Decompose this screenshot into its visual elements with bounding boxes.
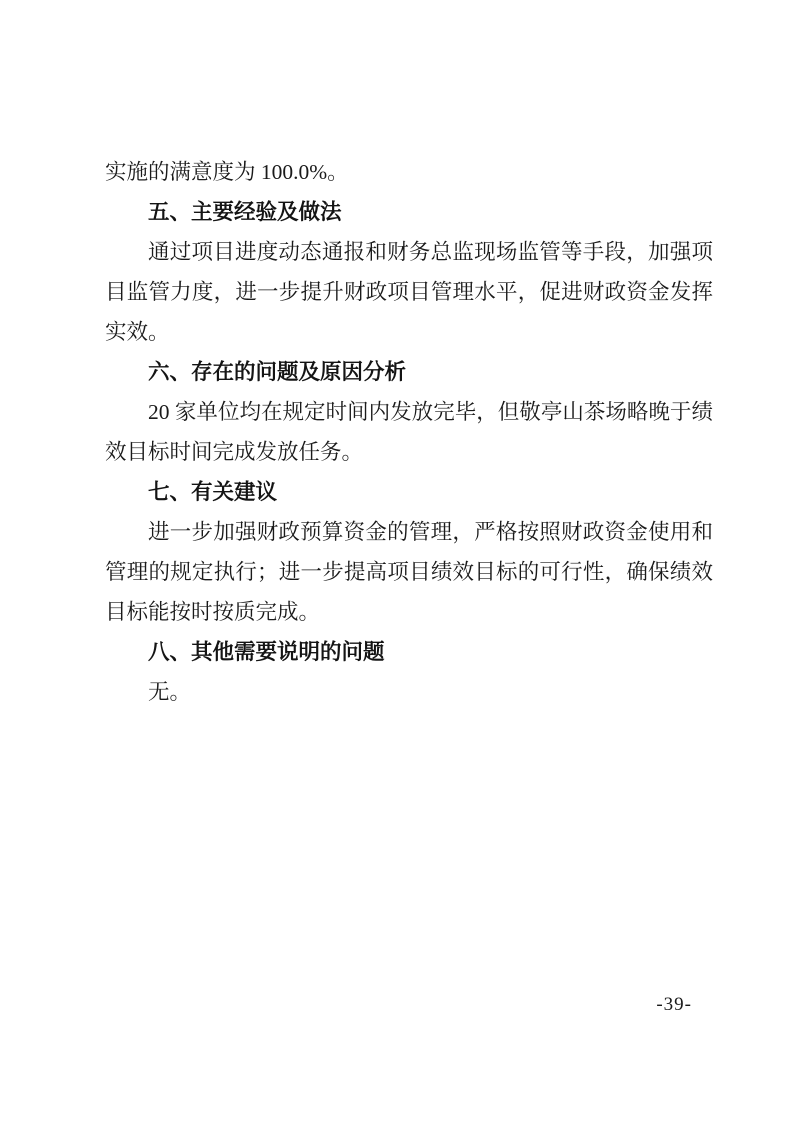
- paragraph-other-issues: 无。: [148, 680, 192, 704]
- paragraph-experience: 通过项目进度动态通报和财务总监现场监管等手段，加强项目监管力度，进一步提升财政项目管理水平，促进财政资金发挥实效。: [105, 240, 713, 344]
- section-heading-suggestions: 七、有关建议: [148, 480, 278, 504]
- paragraph-satisfaction-continuation: 实施的满意度为 100.0%。: [105, 160, 349, 184]
- paragraph-suggestions: 进一步加强财政预算资金的管理，严格按照财政资金使用和管理的规定执行；进一步提高项目绩效目标的可行性，确保绩效目标能按时按质完成。: [105, 520, 713, 624]
- section-heading-other-issues: 八、其他需要说明的问题: [148, 640, 385, 664]
- document-body: [105, 152, 713, 712]
- section-heading-experience: 五、主要经验及做法: [148, 200, 342, 224]
- section-heading-problems: 六、存在的问题及原因分析: [148, 360, 407, 384]
- paragraph-problems: 20 家单位均在规定时间内发放完毕，但敬亭山茶场略晚于绩效目标时间完成发放任务。: [105, 400, 713, 464]
- page-number: -39-: [656, 994, 692, 1015]
